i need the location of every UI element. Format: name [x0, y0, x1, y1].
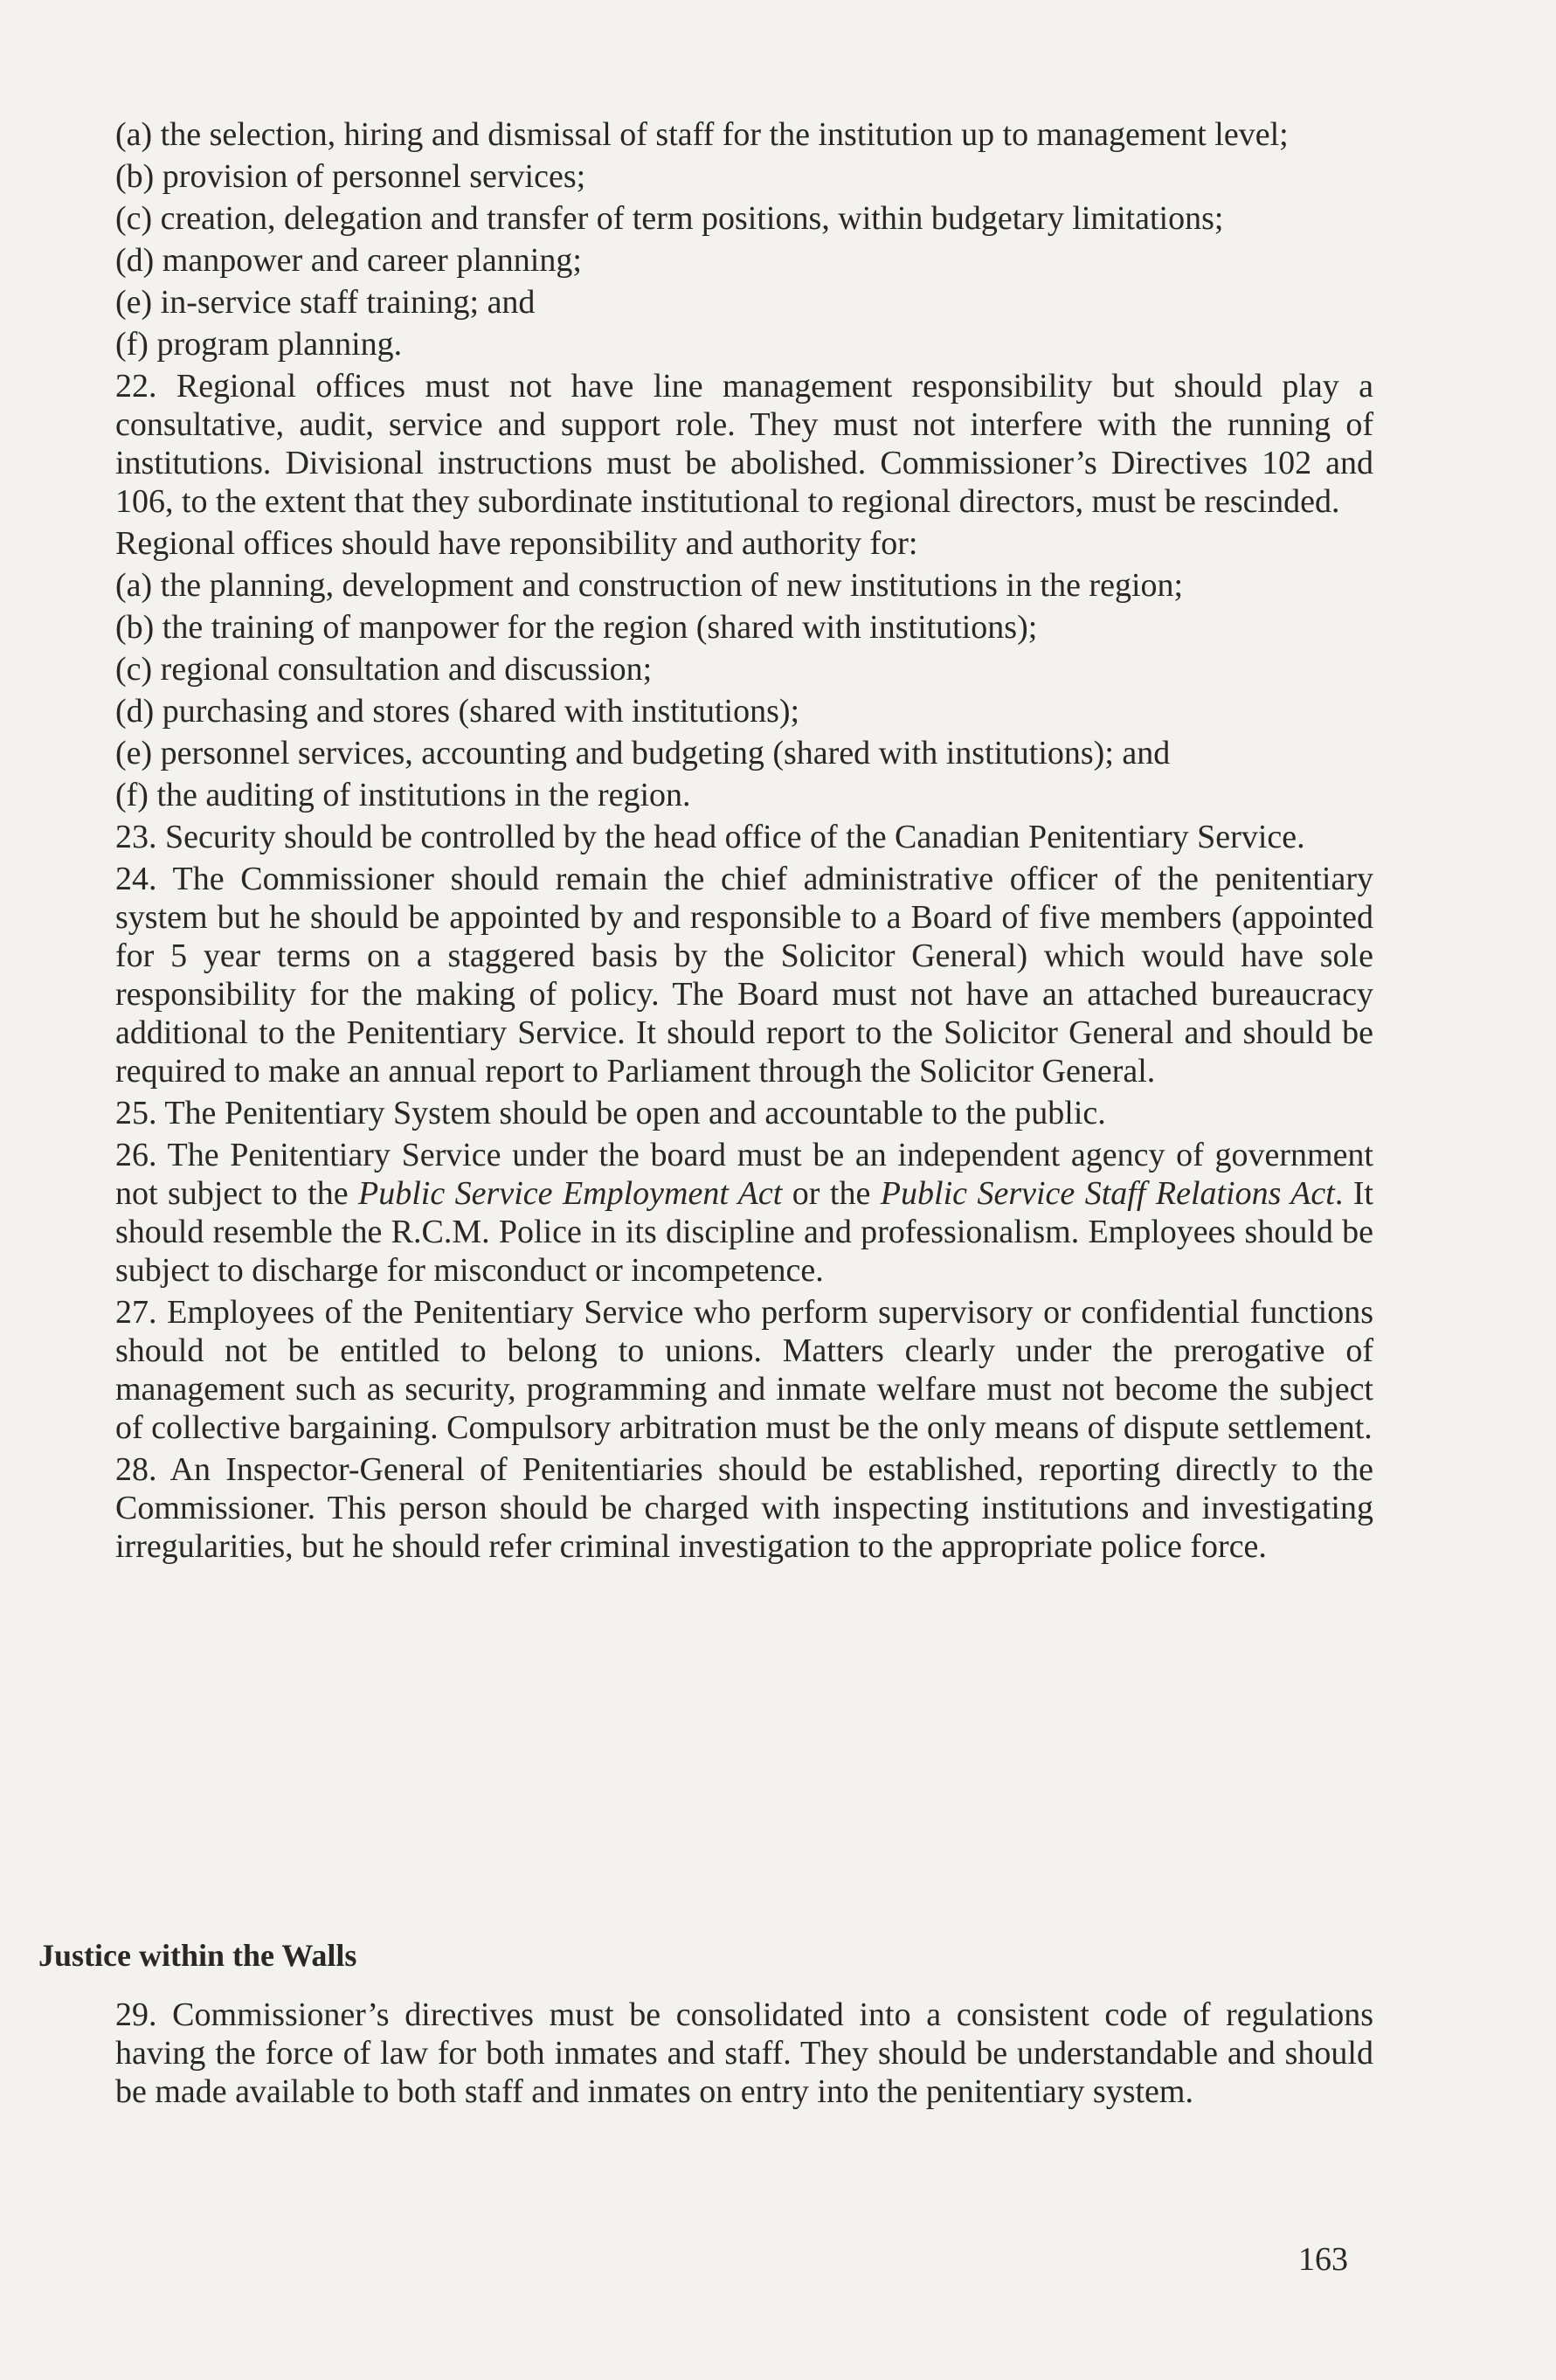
- item-e-training: (e) in-service staff training; and: [115, 284, 536, 321]
- page-number: 163: [1298, 2241, 1348, 2278]
- recommendation-26: [115, 1136, 1373, 1290]
- item-b-personnel: (b) provision of personnel services;: [115, 158, 586, 195]
- regional-offices-intro: Regional offices should have reponsibility and authority for:: [115, 525, 918, 562]
- recommendation-22: 22. Regional offices must not have line management responsibility but should play a consultative, audit, service and support role. They must not interfere with the running of institutions. Divisional instructions must be abolished. Commissioner’s Directives 102 and 106, to the extent that they subordinate institutional to regional directors, must be rescinded.: [115, 368, 1373, 520]
- regional-item-f: (f) the auditing of institutions in the region.: [115, 777, 691, 813]
- item-c-term-positions: (c) creation, delegation and transfer of term positions, within budgetary limitations;: [115, 200, 1224, 237]
- recommendations-list: [115, 115, 1373, 1569]
- recommendation-24: 24. The Commissioner should remain the chief administrative officer of the penitentiary system but he should be appointed by and responsible to a Board of five members (appointed for 5 year terms on a staggered basis by the Solicitor General) which would have sole responsibility for the making of policy. The Board must not have an attached bureaucracy additional to the Penitentiary Service. It should report to the Solicitor General and should be required to make an annual report to Parliament through the Solicitor General.: [115, 861, 1373, 1090]
- section-2-list: [115, 1996, 1373, 2114]
- rec26-act-title-1: Public Service Employment Act: [358, 1175, 783, 1212]
- section-heading: Justice within the Walls: [38, 1938, 357, 1973]
- regional-item-d: (d) purchasing and stores (shared with institutions);: [115, 693, 800, 730]
- regional-item-c: (c) regional consultation and discussion;: [115, 651, 653, 688]
- regional-item-a: (a) the planning, development and construction of new institutions in the region;: [115, 567, 1184, 604]
- recommendation-23: 23. Security should be controlled by the head office of the Canadian Penitentiary Service.: [115, 819, 1305, 855]
- recommendation-28: 28. An Inspector-General of Penitentiaries should be established, reporting directly to the Commissioner. This person should be charged with inspecting institutions and investigating irregularities, but he should refer criminal investigation to the appropriate police force.: [115, 1451, 1373, 1565]
- rec26-act-title-2: Public Service Staff Relations Act: [880, 1175, 1335, 1212]
- rec26-part3: . It should resemble the R.C.M. Police in its discipline and professionalism. Employees should be subject to discharge for misconduct or incompetence.: [115, 1175, 1373, 1289]
- item-a-selection: (a) the selection, hiring and dismissal of staff for the institution up to management level;: [115, 116, 1289, 153]
- rec26-part2: or the: [782, 1175, 881, 1212]
- recommendation-29: 29. Commissioner’s directives must be consolidated into a consistent code of regulations having the force of law for both inmates and staff. They should be understandable and should be made available to both staff and inmates on entry into the penitentiary system.: [115, 1996, 1373, 2110]
- regional-item-e: (e) personnel services, accounting and budgeting (shared with institutions); and: [115, 735, 1171, 771]
- item-d-manpower: (d) manpower and career planning;: [115, 242, 582, 279]
- item-f-program: (f) program planning.: [115, 326, 403, 363]
- regional-item-b: (b) the training of manpower for the region (shared with institutions);: [115, 609, 1038, 646]
- rec26-part1: 26. The Penitentiary Service under the board must be an independent agency of government not subject to the: [115, 1137, 1373, 1212]
- recommendation-25: 25. The Penitentiary System should be open and accountable to the public.: [115, 1095, 1106, 1131]
- recommendation-27: 27. Employees of the Penitentiary Service who perform supervisory or confidential functions should not be entitled to belong to unions. Matters clearly under the prerogative of management such as security, programming and inmate welfare must not become the subject of collective bargaining. Compulsory arbitration must be the only means of dispute settlement.: [115, 1294, 1373, 1446]
